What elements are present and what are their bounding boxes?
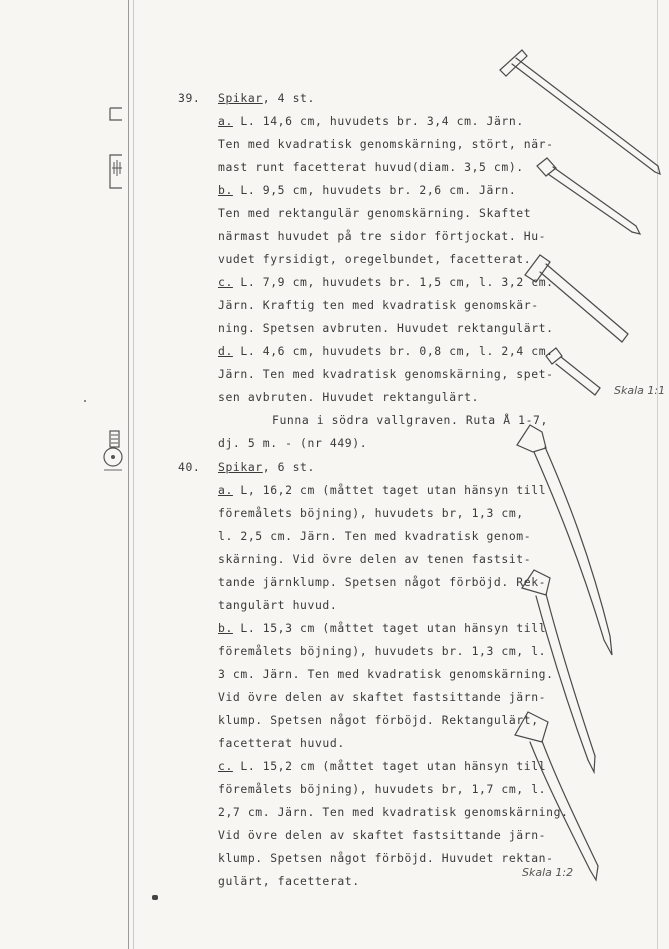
item-line: b. L. 15,3 cm (måttet taget utan hänsyn till bbox=[218, 621, 547, 635]
item-line: mast runt facetterat huvud(diam. 3,5 cm). bbox=[218, 160, 524, 174]
entry-number: 40. bbox=[178, 460, 201, 474]
item-line: Ten med kvadratisk genomskärning, stört, när- bbox=[218, 137, 554, 151]
item-line: c. L. 7,9 cm, huvudets br. 1,5 cm, l. 3,2 cm. bbox=[218, 275, 554, 289]
item-line: Vid övre delen av skaftet fastsittande järn- bbox=[218, 690, 547, 704]
item-line: föremålets böjning), huvudets br. 1,3 cm, l. bbox=[218, 644, 547, 658]
item-line: vudet fyrsidigt, oregelbundet, facetterat. bbox=[218, 252, 532, 266]
find-line: dj. 5 m. - (nr 449). bbox=[218, 436, 368, 450]
scale-label-lower: Skala 1:2 bbox=[522, 866, 574, 879]
item-line: facetterat huvud. bbox=[218, 736, 345, 750]
item-line: Ten med rektangulär genomskärning. Skaftet bbox=[218, 206, 532, 220]
scale-label-upper: Skala 1:1 bbox=[614, 384, 666, 397]
item-line: 3 cm. Järn. Ten med kvadratisk genomskärning. bbox=[218, 667, 554, 681]
entry-heading: Spikar, 4 st. bbox=[218, 91, 315, 105]
item-line: klump. Spetsen något förböjd. Huvudet rektan- bbox=[218, 851, 554, 865]
item-line: ning. Spetsen avbruten. Huvudet rektangulärt. bbox=[218, 321, 554, 335]
item-line: gulärt, facetterat. bbox=[218, 874, 360, 888]
item-line: tande järnklump. Spetsen något förböjd. Rek- bbox=[218, 575, 547, 589]
item-line: Vid övre delen av skaftet fastsittande järn- bbox=[218, 828, 547, 842]
item-line: närmast huvudet på tre sidor förtjockat. Hu- bbox=[218, 229, 547, 243]
item-line: klump. Spetsen något förböjd. Rektangulärt, bbox=[218, 713, 539, 727]
item-line: a. L. 14,6 cm, huvudets br. 3,4 cm. Järn. bbox=[218, 114, 524, 128]
item-line: sen avbruten. Huvudet rektangulärt. bbox=[218, 390, 480, 404]
entry-heading: Spikar, 6 st. bbox=[218, 460, 315, 474]
item-line: 2,7 cm. Järn. Ten med kvadratisk genomskärning. bbox=[218, 805, 569, 819]
find-line: Funna i södra vallgraven. Ruta Å 1-7, bbox=[272, 413, 548, 427]
item-line: föremålets böjning), huvudets br, 1,3 cm, bbox=[218, 506, 524, 520]
item-line: skärning. Vid övre delen av tenen fastsit- bbox=[218, 552, 532, 566]
item-line: d. L. 4,6 cm, huvudets br. 0,8 cm, l. 2,4 cm. bbox=[218, 344, 554, 358]
item-line: c. L. 15,2 cm (måttet taget utan hänsyn till bbox=[218, 759, 547, 773]
item-line: a. L, 16,2 cm (måttet taget utan hänsyn till bbox=[218, 483, 547, 497]
item-line: Järn. Ten med kvadratisk genomskärning, spet- bbox=[218, 367, 554, 381]
item-line: b. L. 9,5 cm, huvudets br. 2,6 cm. Järn. bbox=[218, 183, 517, 197]
item-line: föremålets böjning), huvudets br, 1,7 cm, l. bbox=[218, 782, 547, 796]
entry-number: 39. bbox=[178, 91, 201, 105]
item-line: l. 2,5 cm. Järn. Ten med kvadratisk genom- bbox=[218, 529, 532, 543]
item-line: Järn. Kraftig ten med kvadratisk genomskär- bbox=[218, 298, 539, 312]
item-line: tangulärt huvud. bbox=[218, 598, 338, 612]
